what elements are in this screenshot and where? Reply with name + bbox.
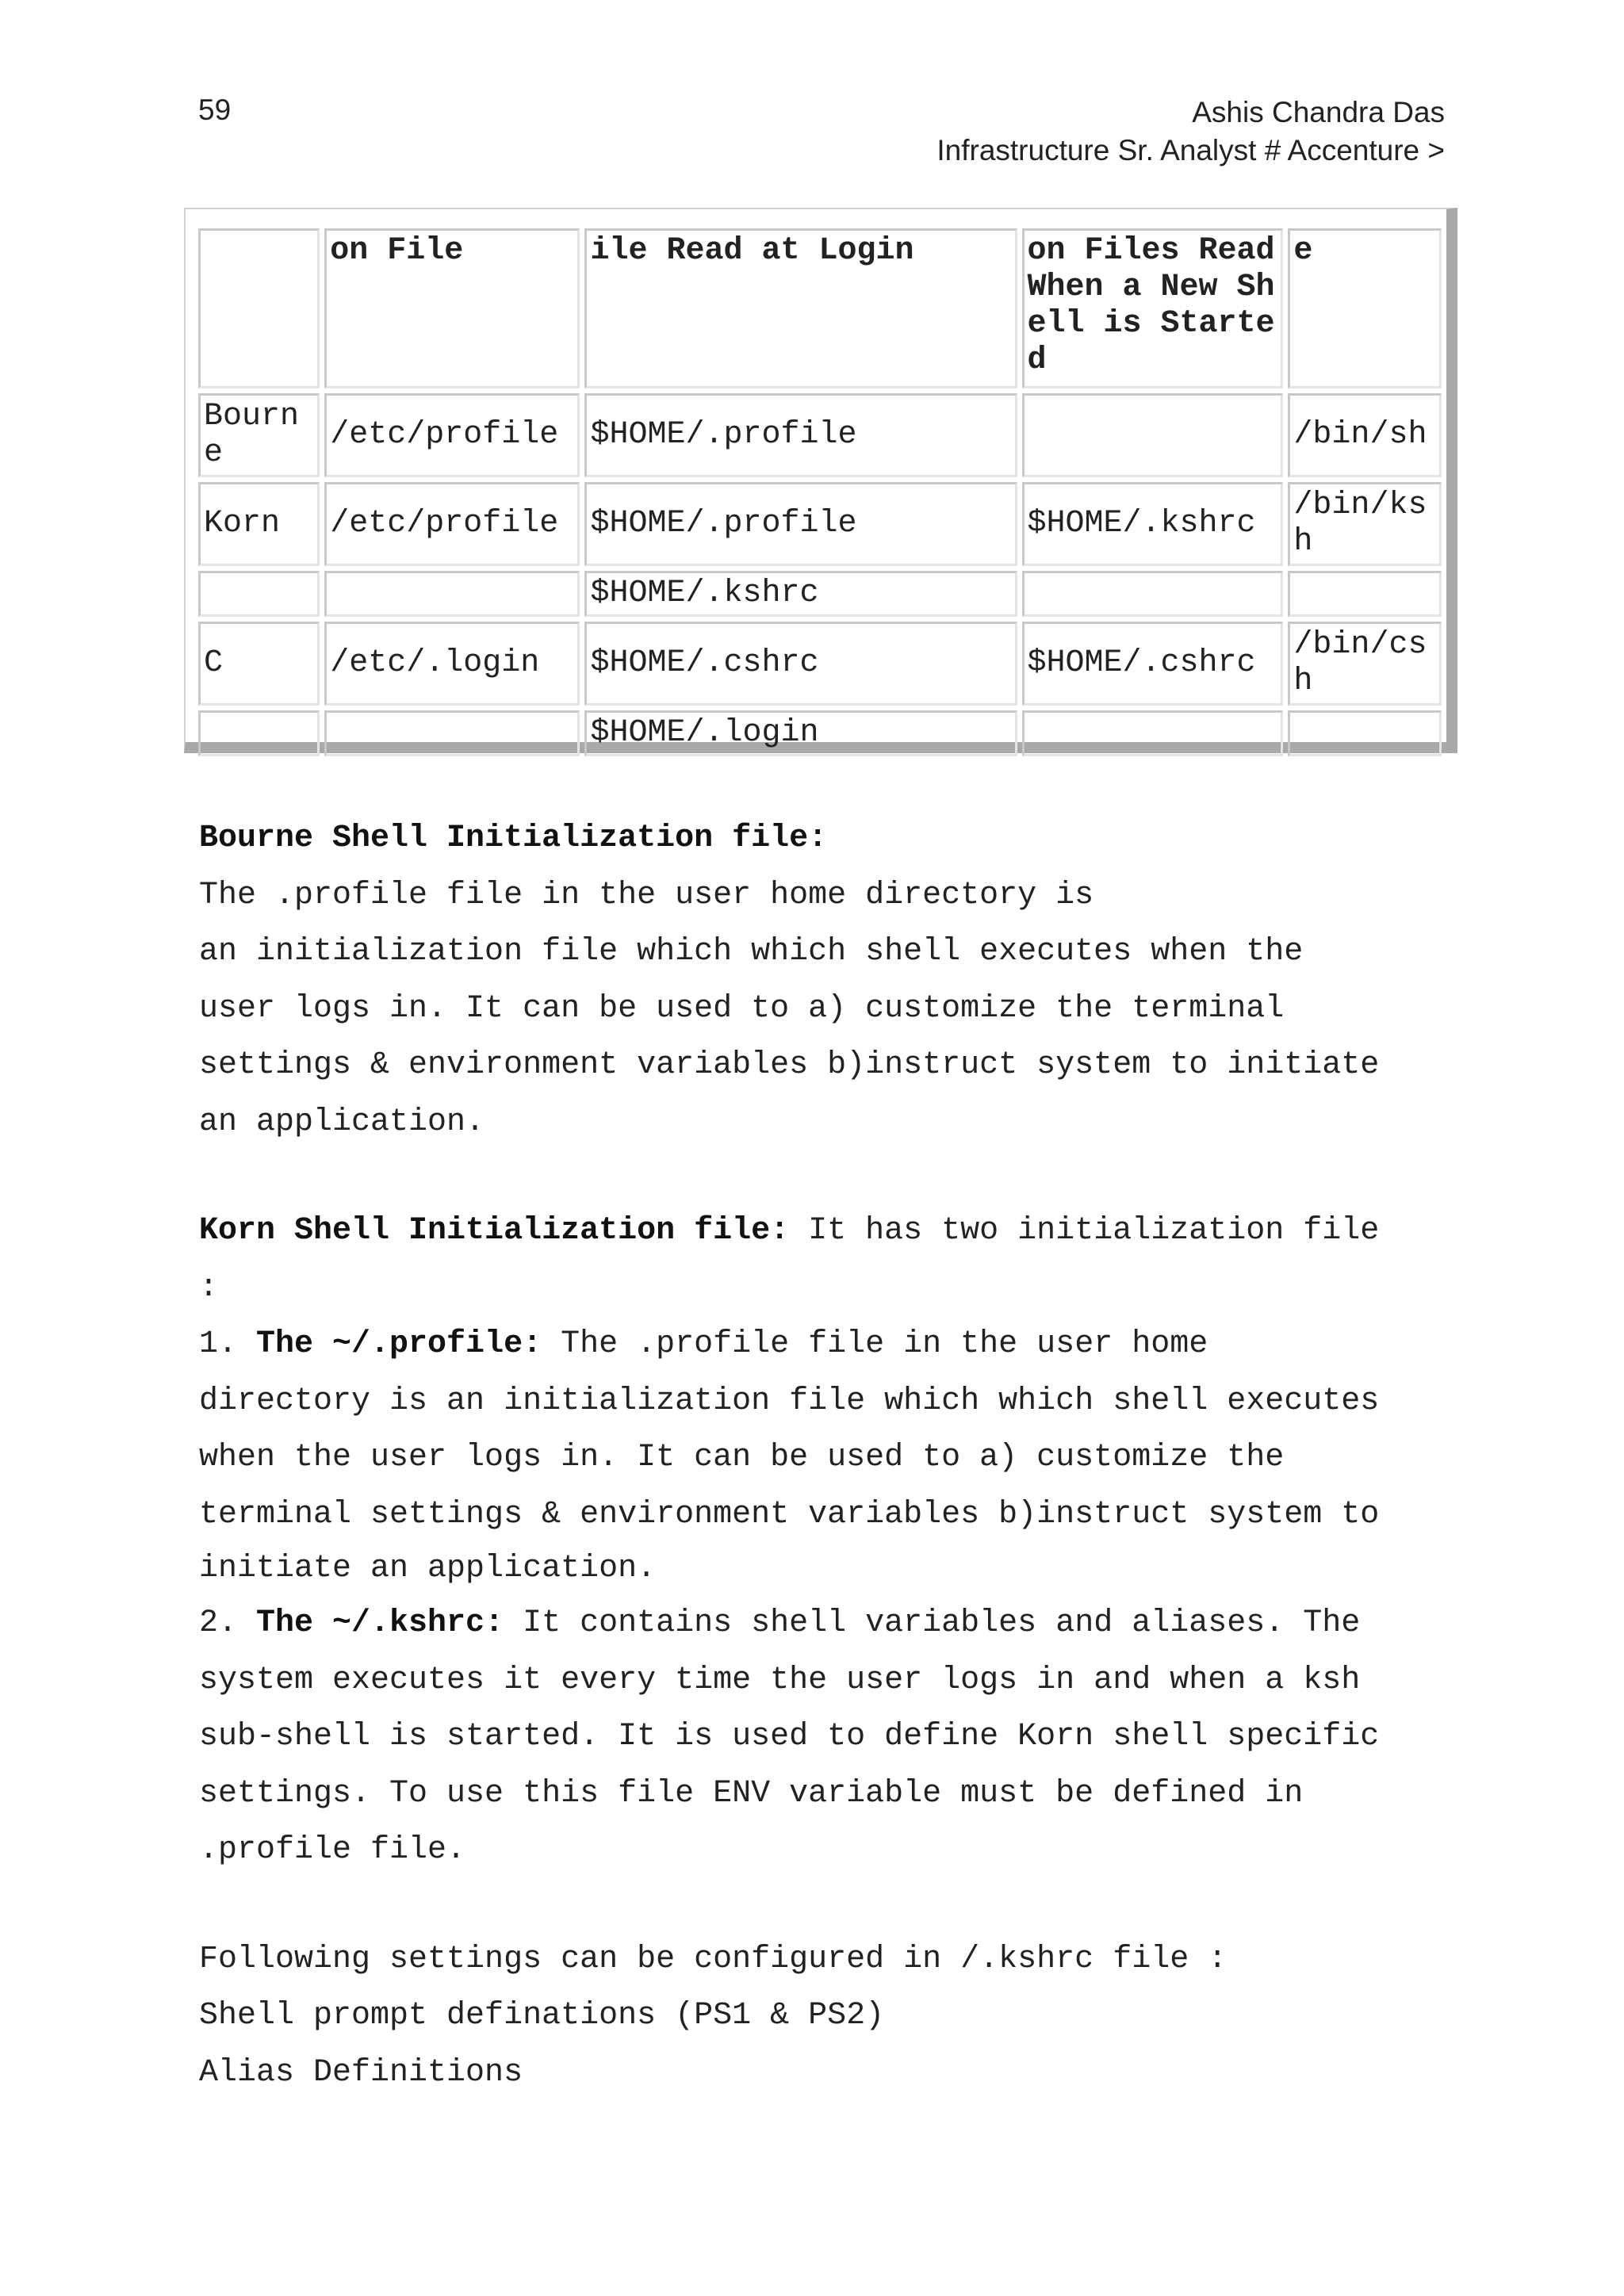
table-row bbox=[198, 571, 1442, 617]
table-cell: $HOME/.kshrc bbox=[1022, 482, 1284, 566]
table-cell bbox=[324, 710, 580, 756]
shell-init-table bbox=[193, 224, 1446, 761]
table-row bbox=[198, 710, 1442, 756]
item-title: The ~/.kshrc: bbox=[256, 1605, 504, 1641]
page-number: 59 bbox=[198, 94, 232, 126]
korn-item-1 bbox=[199, 1316, 1468, 1373]
settings-line: Shell prompt definations (PS1 & PS2) bbox=[199, 1998, 885, 2034]
korn-item-2-line: .profile file. bbox=[199, 1832, 466, 1868]
bourne-line: user logs in. It can be used to a) customize the terminal bbox=[199, 990, 1285, 1027]
author-role: Infrastructure Sr. Analyst # Accenture > bbox=[936, 134, 1445, 166]
table-cell bbox=[1288, 710, 1442, 756]
bourne-line: an application. bbox=[199, 1104, 485, 1140]
table-header-cell: on File bbox=[324, 228, 580, 388]
shell-table-frame bbox=[184, 208, 1457, 753]
table-cell: /bin/sh bbox=[1288, 393, 1442, 477]
item-number: 2. bbox=[199, 1605, 257, 1641]
table-row bbox=[198, 393, 1442, 477]
table-header-cell: e bbox=[1288, 228, 1442, 388]
table-header-cell bbox=[198, 228, 320, 388]
bourne-line: an initialization file which which shell executes when the bbox=[199, 934, 1304, 970]
table-row bbox=[198, 622, 1442, 706]
table-cell: $HOME/.login bbox=[584, 710, 1017, 756]
document-body bbox=[199, 810, 1468, 2101]
table-cell: /bin/csh bbox=[1288, 622, 1442, 706]
table-cell: $HOME/.profile bbox=[584, 482, 1017, 566]
table-cell bbox=[1022, 393, 1284, 477]
table-cell: /bin/ksh bbox=[1288, 482, 1442, 566]
korn-intro-cont: : bbox=[199, 1269, 219, 1306]
korn-item-1-line: terminal settings & environment variables b)instruct system to bbox=[199, 1496, 1380, 1533]
item-number: 1. bbox=[199, 1326, 257, 1362]
table-cell: $HOME/.cshrc bbox=[584, 622, 1017, 706]
settings-line: Alias Definitions bbox=[199, 2054, 523, 2091]
table-cell: Bourne bbox=[198, 393, 320, 477]
table-cell: /etc/profile bbox=[324, 393, 580, 477]
korn-item-1-line: directory is an initialization file which which shell executes bbox=[199, 1383, 1380, 1419]
table-cell bbox=[198, 571, 320, 617]
table-cell: $HOME/.kshrc bbox=[584, 571, 1017, 617]
korn-heading bbox=[199, 1203, 1468, 1260]
table-cell bbox=[324, 571, 580, 617]
table-cell: $HOME/.cshrc bbox=[1022, 622, 1284, 706]
page-header bbox=[936, 94, 1445, 170]
item-text: It contains shell variables and aliases. The bbox=[504, 1605, 1361, 1641]
table-row bbox=[198, 482, 1442, 566]
item-title: The ~/.profile: bbox=[256, 1326, 542, 1362]
table-header-cell: ile Read at Login bbox=[584, 228, 1017, 388]
bourne-heading bbox=[199, 810, 1468, 867]
settings-line: Following settings can be configured in /.kshrc file : bbox=[199, 1941, 1228, 1977]
bourne-line: The .profile file in the user home directory is bbox=[199, 877, 1094, 913]
table-cell bbox=[1022, 571, 1284, 617]
korn-item-1-line: when the user logs in. It can be used to a) customize the bbox=[199, 1440, 1285, 1475]
spacer bbox=[199, 1150, 1468, 1203]
table-cell: C bbox=[198, 622, 320, 706]
table-cell: /etc/.login bbox=[324, 622, 580, 706]
table-cell bbox=[1022, 710, 1284, 756]
table-header-cell: on Files Read When a New Shell is Started bbox=[1022, 228, 1284, 388]
korn-title: Korn Shell Initialization file: bbox=[199, 1213, 790, 1249]
korn-item-2 bbox=[199, 1595, 1468, 1652]
bourne-title: Bourne Shell Initialization file: bbox=[199, 821, 828, 856]
table-header-row bbox=[198, 228, 1442, 388]
spacer bbox=[199, 1879, 1468, 1931]
table-cell bbox=[1288, 571, 1442, 617]
author-name: Ashis Chandra Das bbox=[1192, 96, 1445, 128]
table-cell: Korn bbox=[198, 482, 320, 566]
korn-item-2-line: settings. To use this file ENV variable must be defined in bbox=[199, 1775, 1304, 1812]
korn-item-2-line: system executes it every time the user logs in and when a ksh bbox=[199, 1662, 1361, 1698]
table-cell: $HOME/.profile bbox=[584, 393, 1017, 477]
korn-item-1-line: initiate an application. bbox=[199, 1551, 657, 1586]
bourne-line: settings & environment variables b)instruct system to initiate bbox=[199, 1047, 1380, 1083]
korn-item-2-line: sub-shell is started. It is used to define Korn shell specific bbox=[199, 1719, 1380, 1755]
item-text: The .profile file in the user home bbox=[542, 1326, 1208, 1362]
table-cell: /etc/profile bbox=[324, 482, 580, 566]
korn-intro: It has two initialization file bbox=[789, 1213, 1380, 1249]
table-cell bbox=[198, 710, 320, 756]
